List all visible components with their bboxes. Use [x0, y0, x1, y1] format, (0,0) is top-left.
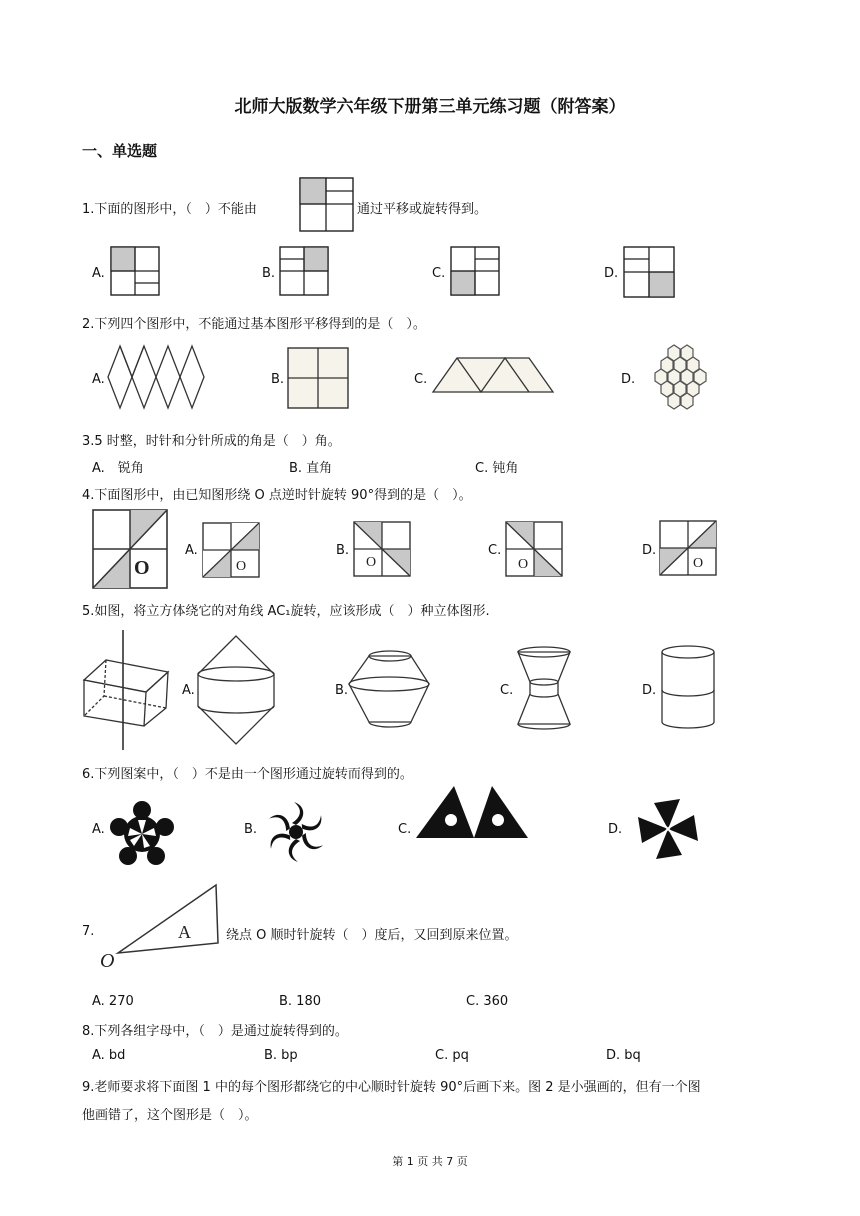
q2-option-d-figure	[641, 343, 713, 415]
question-7-text: 绕点 O 顺时针旋转（ ）度后，又回到原来位置。	[226, 928, 518, 943]
q5-cube-figure	[82, 630, 172, 750]
q6-option-b[interactable]: B.	[244, 822, 258, 837]
q6-option-c[interactable]: C.	[398, 822, 412, 837]
q1-base-figure	[300, 178, 354, 232]
q4-option-c-figure	[506, 522, 564, 578]
q8-option-b[interactable]: B. bp	[264, 1048, 298, 1063]
q4-a-o-label: O	[236, 559, 247, 574]
q4-option-b[interactable]: B.	[336, 543, 350, 558]
q5-option-b[interactable]: B.	[335, 683, 349, 698]
q4-o-label: O	[134, 557, 150, 579]
document-title: 北师大版数学六年级下册第三单元练习题（附答案）	[234, 97, 626, 117]
question-3: 3.5 时整，时针和分针所成的角是（ ）角。	[82, 434, 341, 449]
q7-a-label: A	[178, 922, 191, 942]
section-heading: 一、单选题	[82, 142, 158, 160]
q3-option-c[interactable]: C. 钝角	[475, 461, 519, 476]
q2-option-c-figure	[433, 358, 555, 394]
q5-option-d-figure	[660, 642, 716, 734]
question-2: 2.下列四个图形中，不能通过基本图形平移得到的是（ ）。	[82, 317, 426, 332]
q4-option-d-figure	[660, 521, 718, 577]
q1-option-a[interactable]: A.	[92, 266, 105, 281]
q1-option-d-figure	[624, 247, 676, 299]
q4-option-d[interactable]: D.	[642, 543, 657, 558]
q7-option-b[interactable]: B. 180	[279, 994, 321, 1009]
q5-option-c-figure	[516, 646, 572, 732]
q1-option-b-figure	[280, 247, 330, 297]
q3-option-b[interactable]: B. 直角	[289, 461, 333, 476]
q1-option-c-figure	[451, 247, 501, 297]
q2-option-b-figure	[288, 348, 350, 410]
q5-option-c[interactable]: C.	[500, 683, 514, 698]
q7-option-c[interactable]: C. 360	[466, 994, 509, 1009]
q8-option-a[interactable]: A. bd	[92, 1048, 126, 1063]
q4-option-c[interactable]: C.	[488, 543, 502, 558]
q2-option-d[interactable]: D.	[621, 372, 636, 387]
question-8: 8.下列各组字母中，（ ）是通过旋转得到的。	[82, 1024, 348, 1039]
q4-option-a-figure	[203, 523, 261, 579]
q2-option-a-figure	[108, 346, 210, 408]
q8-option-d[interactable]: D. bq	[606, 1048, 641, 1063]
q4-c-o-label: O	[518, 557, 529, 572]
q5-option-d[interactable]: D.	[642, 683, 657, 698]
q4-b-o-label: O	[366, 555, 377, 570]
q3-option-a[interactable]: A. 锐角	[92, 461, 144, 476]
q6-option-a-figure	[110, 802, 174, 866]
q2-option-c[interactable]: C.	[414, 372, 428, 387]
q1-option-a-figure	[111, 247, 161, 297]
q6-option-d[interactable]: D.	[608, 822, 623, 837]
q2-option-b[interactable]: B.	[271, 372, 285, 387]
q1-option-c[interactable]: C.	[432, 266, 446, 281]
q2-option-a[interactable]: A.	[92, 372, 105, 387]
question-6: 6.下列图案中，（ ）不是由一个图形通过旋转而得到的。	[82, 767, 413, 782]
question-9-line-1: 9.老师要求将下面图 1 中的每个图形都绕它的中心顺时针旋转 90°后画下来。图 2 是小强画的，但有一个图	[82, 1080, 701, 1095]
q1-option-d[interactable]: D.	[604, 266, 619, 281]
q1-option-b[interactable]: B.	[262, 266, 276, 281]
q6-option-d-figure	[632, 796, 704, 862]
question-1-pre: 1.下面的图形中，（ ）不能由	[82, 202, 257, 217]
question-1-post: 通过平移或旋转得到。	[357, 202, 488, 217]
q8-option-c[interactable]: C. pq	[435, 1048, 469, 1063]
q4-option-b-figure	[354, 522, 412, 578]
q6-option-a[interactable]: A.	[92, 822, 105, 837]
q7-o-label: O	[100, 950, 115, 972]
q7-option-a[interactable]: A. 270	[92, 994, 134, 1009]
q5-option-b-figure	[349, 648, 431, 730]
q4-option-a[interactable]: A.	[185, 543, 198, 558]
q6-option-b-figure	[263, 800, 329, 864]
page-footer: 第 1 页 共 7 页	[392, 1155, 468, 1168]
q4-known-figure	[93, 510, 169, 590]
question-9-line-2: 他画错了，这个图形是（ ）。	[82, 1108, 258, 1123]
q6-option-c-figure	[416, 786, 530, 840]
question-5: 5.如图，将立方体绕它的对角线 AC₁旋转，应该形成（ ）种立体图形.	[82, 604, 490, 619]
q7-triangle-figure	[100, 883, 224, 973]
question-7-number: 7.	[82, 924, 95, 939]
q5-option-a[interactable]: A.	[182, 683, 195, 698]
q4-d-o-label: O	[693, 556, 704, 571]
question-4: 4.下面图形中，由已知图形绕 O 点逆时针旋转 90°得到的是（ ）。	[82, 488, 472, 503]
q5-option-a-figure	[198, 634, 276, 746]
